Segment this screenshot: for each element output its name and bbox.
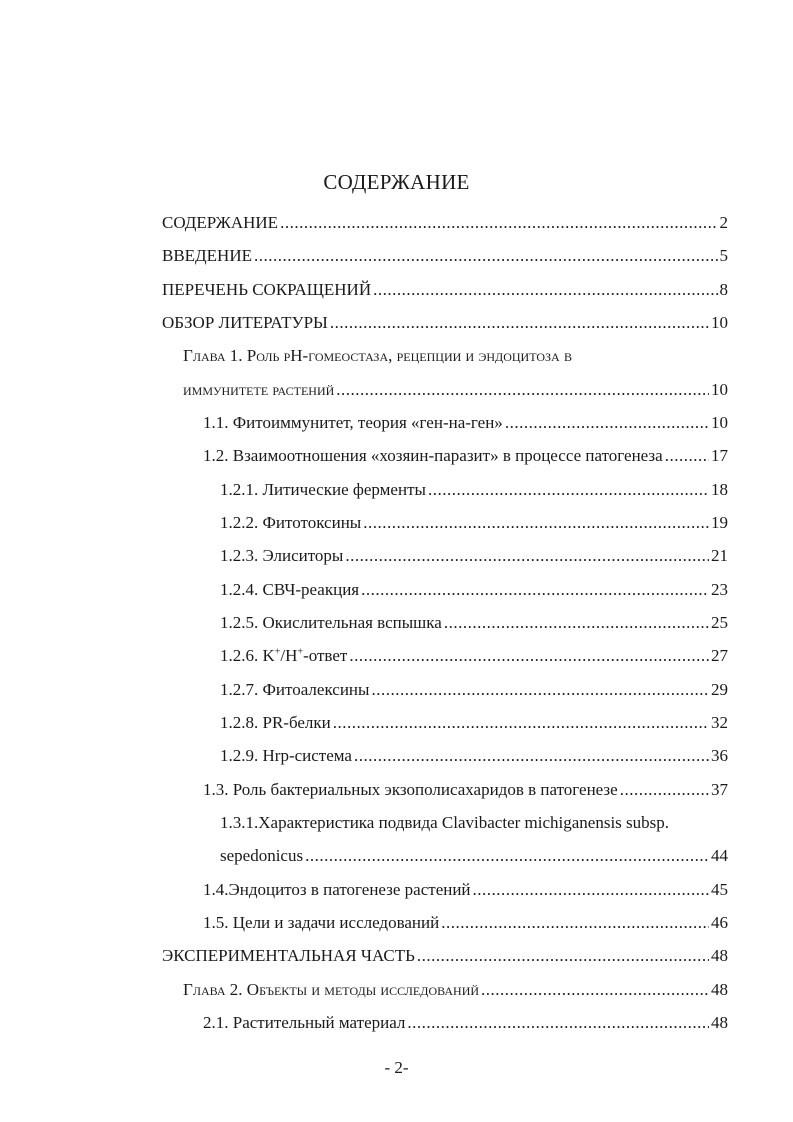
- toc-entry[interactable]: [220, 746, 728, 766]
- toc-entry-text: СОДЕРЖАНИЕ: [162, 213, 279, 232]
- page-title: СОДЕРЖАНИЕ: [323, 170, 470, 194]
- toc-entry-text: 2.1. Растительный материал: [203, 1013, 406, 1032]
- toc-page-number: 46: [711, 913, 728, 932]
- toc-leader-dots: [305, 846, 709, 866]
- toc-entry-text: ЭКСПЕРИМЕНТАЛЬНАЯ ЧАСТЬ: [162, 946, 415, 965]
- toc-entry-text: 1.4.Эндоцитоз в патогенезе растений: [203, 880, 471, 899]
- toc-entry-text: 1.2.2. Фитотоксины: [220, 513, 362, 532]
- toc-leader-dots: [361, 580, 709, 600]
- toc-entry-text: ОБЗОР ЛИТЕРАТУРЫ: [162, 313, 328, 332]
- toc-leader-dots: [407, 1013, 709, 1033]
- toc-page-number: 17: [711, 446, 728, 465]
- response-suffix: -ответ: [303, 646, 348, 665]
- toc-page-number: 48: [711, 980, 728, 999]
- toc-entry[interactable]: [203, 1013, 728, 1033]
- ion-h: /H: [280, 646, 298, 665]
- toc-page-number: 32: [711, 713, 728, 732]
- toc-entry-text: 1.2.9. Hrp-система: [220, 746, 352, 765]
- toc-entry[interactable]: [162, 280, 728, 300]
- toc-leader-dots: [280, 213, 717, 233]
- toc-leader-dots: [441, 913, 709, 933]
- toc-entry-text: 1.2.1. Литические ферменты: [220, 480, 426, 499]
- toc-page-number: 25: [711, 613, 728, 632]
- toc-leader-dots: [481, 980, 709, 1000]
- toc-page-number: 21: [711, 546, 728, 565]
- toc-entry-text: 1.3. Роль бактериальных экзополисахаридов в патогенезе: [203, 780, 618, 799]
- toc-leader-dots: [363, 513, 709, 533]
- toc-page-number: 48: [711, 1013, 728, 1032]
- toc-chapter-heading-line[interactable]: [183, 346, 728, 366]
- toc-entry[interactable]: [220, 480, 728, 500]
- toc-entry[interactable]: [183, 380, 728, 400]
- toc-entry[interactable]: [220, 713, 728, 733]
- page-number-footer: - 2-: [384, 1058, 409, 1077]
- toc-entry[interactable]: [162, 213, 728, 233]
- toc-page-number: 5: [719, 246, 728, 265]
- toc-entry[interactable]: [183, 980, 728, 1000]
- toc-leader-dots: [373, 280, 717, 300]
- toc-entry[interactable]: [220, 613, 728, 633]
- toc-entry[interactable]: [203, 413, 728, 433]
- toc-entry-text: 1.5. Цели и задачи исследований: [203, 913, 440, 932]
- toc-entry[interactable]: [220, 580, 728, 600]
- toc-leader-dots: [336, 380, 709, 400]
- toc-leader-dots: [254, 246, 718, 266]
- ion-k: 1.2.6. K: [220, 646, 275, 665]
- toc-entry-text: 1.2.3. Элиситоры: [220, 546, 344, 565]
- superscript-plus: +: [297, 646, 304, 658]
- toc-entry-text: Глава 1. Роль pH-гомеостаза, рецепции и эндоцитоза в: [183, 346, 572, 365]
- toc-entry[interactable]: [203, 880, 728, 900]
- toc-entry[interactable]: [220, 646, 728, 666]
- toc-page-number: 10: [711, 313, 728, 332]
- toc-entry[interactable]: [203, 446, 728, 466]
- toc-leader-dots: [333, 713, 709, 733]
- toc-page-number: 29: [711, 680, 728, 699]
- toc-entry-text: Глава 2. Объекты и методы исследований: [183, 980, 480, 999]
- toc-entry-text: ПЕРЕЧЕНЬ СОКРАЩЕНИЙ: [162, 280, 372, 299]
- toc-leader-dots: [354, 746, 709, 766]
- toc-subsection-heading-line[interactable]: [220, 813, 728, 833]
- toc-page-number: 19: [711, 513, 728, 532]
- toc-page-number: 44: [711, 846, 728, 865]
- toc-page-number: 2: [719, 213, 728, 232]
- toc-entry[interactable]: [203, 913, 728, 933]
- toc-entry-text: иммунитете растений: [183, 380, 335, 399]
- toc-entry-text: 1.2. Взаимоотношения «хозяин-паразит» в процессе патогенеза: [203, 446, 663, 465]
- toc-entry-text: sepedonicus: [220, 846, 304, 865]
- toc-leader-dots: [349, 646, 709, 666]
- toc-leader-dots: [444, 613, 709, 633]
- toc-leader-dots: [417, 946, 709, 966]
- toc-leader-dots: [473, 880, 709, 900]
- toc-entry[interactable]: [220, 680, 728, 700]
- toc-leader-dots: [665, 446, 709, 466]
- toc-page-number: 37: [711, 780, 728, 799]
- toc-leader-dots: [620, 780, 709, 800]
- toc-page-number: 18: [711, 480, 728, 499]
- toc-entry[interactable]: [203, 780, 728, 800]
- toc-entry[interactable]: [162, 246, 728, 266]
- toc-leader-dots: [330, 313, 709, 333]
- toc-page-number: 10: [711, 413, 728, 432]
- toc-entry-text: ВВЕДЕНИЕ: [162, 246, 252, 265]
- toc-entry[interactable]: [162, 313, 728, 333]
- toc-page-number: 36: [711, 746, 728, 765]
- toc-entry[interactable]: [220, 513, 728, 533]
- toc-page-number: 23: [711, 580, 728, 599]
- toc-entry[interactable]: [220, 546, 728, 566]
- toc-page-number: 45: [711, 880, 728, 899]
- toc-leader-dots: [505, 413, 709, 433]
- toc-page-number: 48: [711, 946, 728, 965]
- toc-entry[interactable]: [162, 946, 728, 966]
- toc-leader-dots: [428, 480, 709, 500]
- toc-entry[interactable]: [220, 846, 728, 866]
- toc-entry-text: 1.2.8. PR-белки: [220, 713, 331, 732]
- toc-entry-text: 1.2.7. Фитоалексины: [220, 680, 370, 699]
- toc-entry-text: 1.2.5. Окислительная вспышка: [220, 613, 442, 632]
- toc-entry-text: 1.3.1.Характеристика подвида Clavibacter michiganensis subsp.: [220, 813, 670, 832]
- toc-entry-text: [220, 646, 347, 666]
- toc-entry-text: 1.2.4. СВЧ-реакция: [220, 580, 360, 599]
- toc-leader-dots: [371, 680, 709, 700]
- superscript-plus: +: [274, 646, 281, 658]
- toc-leader-dots: [345, 546, 709, 566]
- toc-page-number: 27: [711, 646, 728, 665]
- toc-entry-text: 1.1. Фитоиммунитет, теория «ген-на-ген»: [203, 413, 503, 432]
- toc-page-number: 8: [719, 280, 728, 299]
- toc-page-number: 10: [711, 380, 728, 399]
